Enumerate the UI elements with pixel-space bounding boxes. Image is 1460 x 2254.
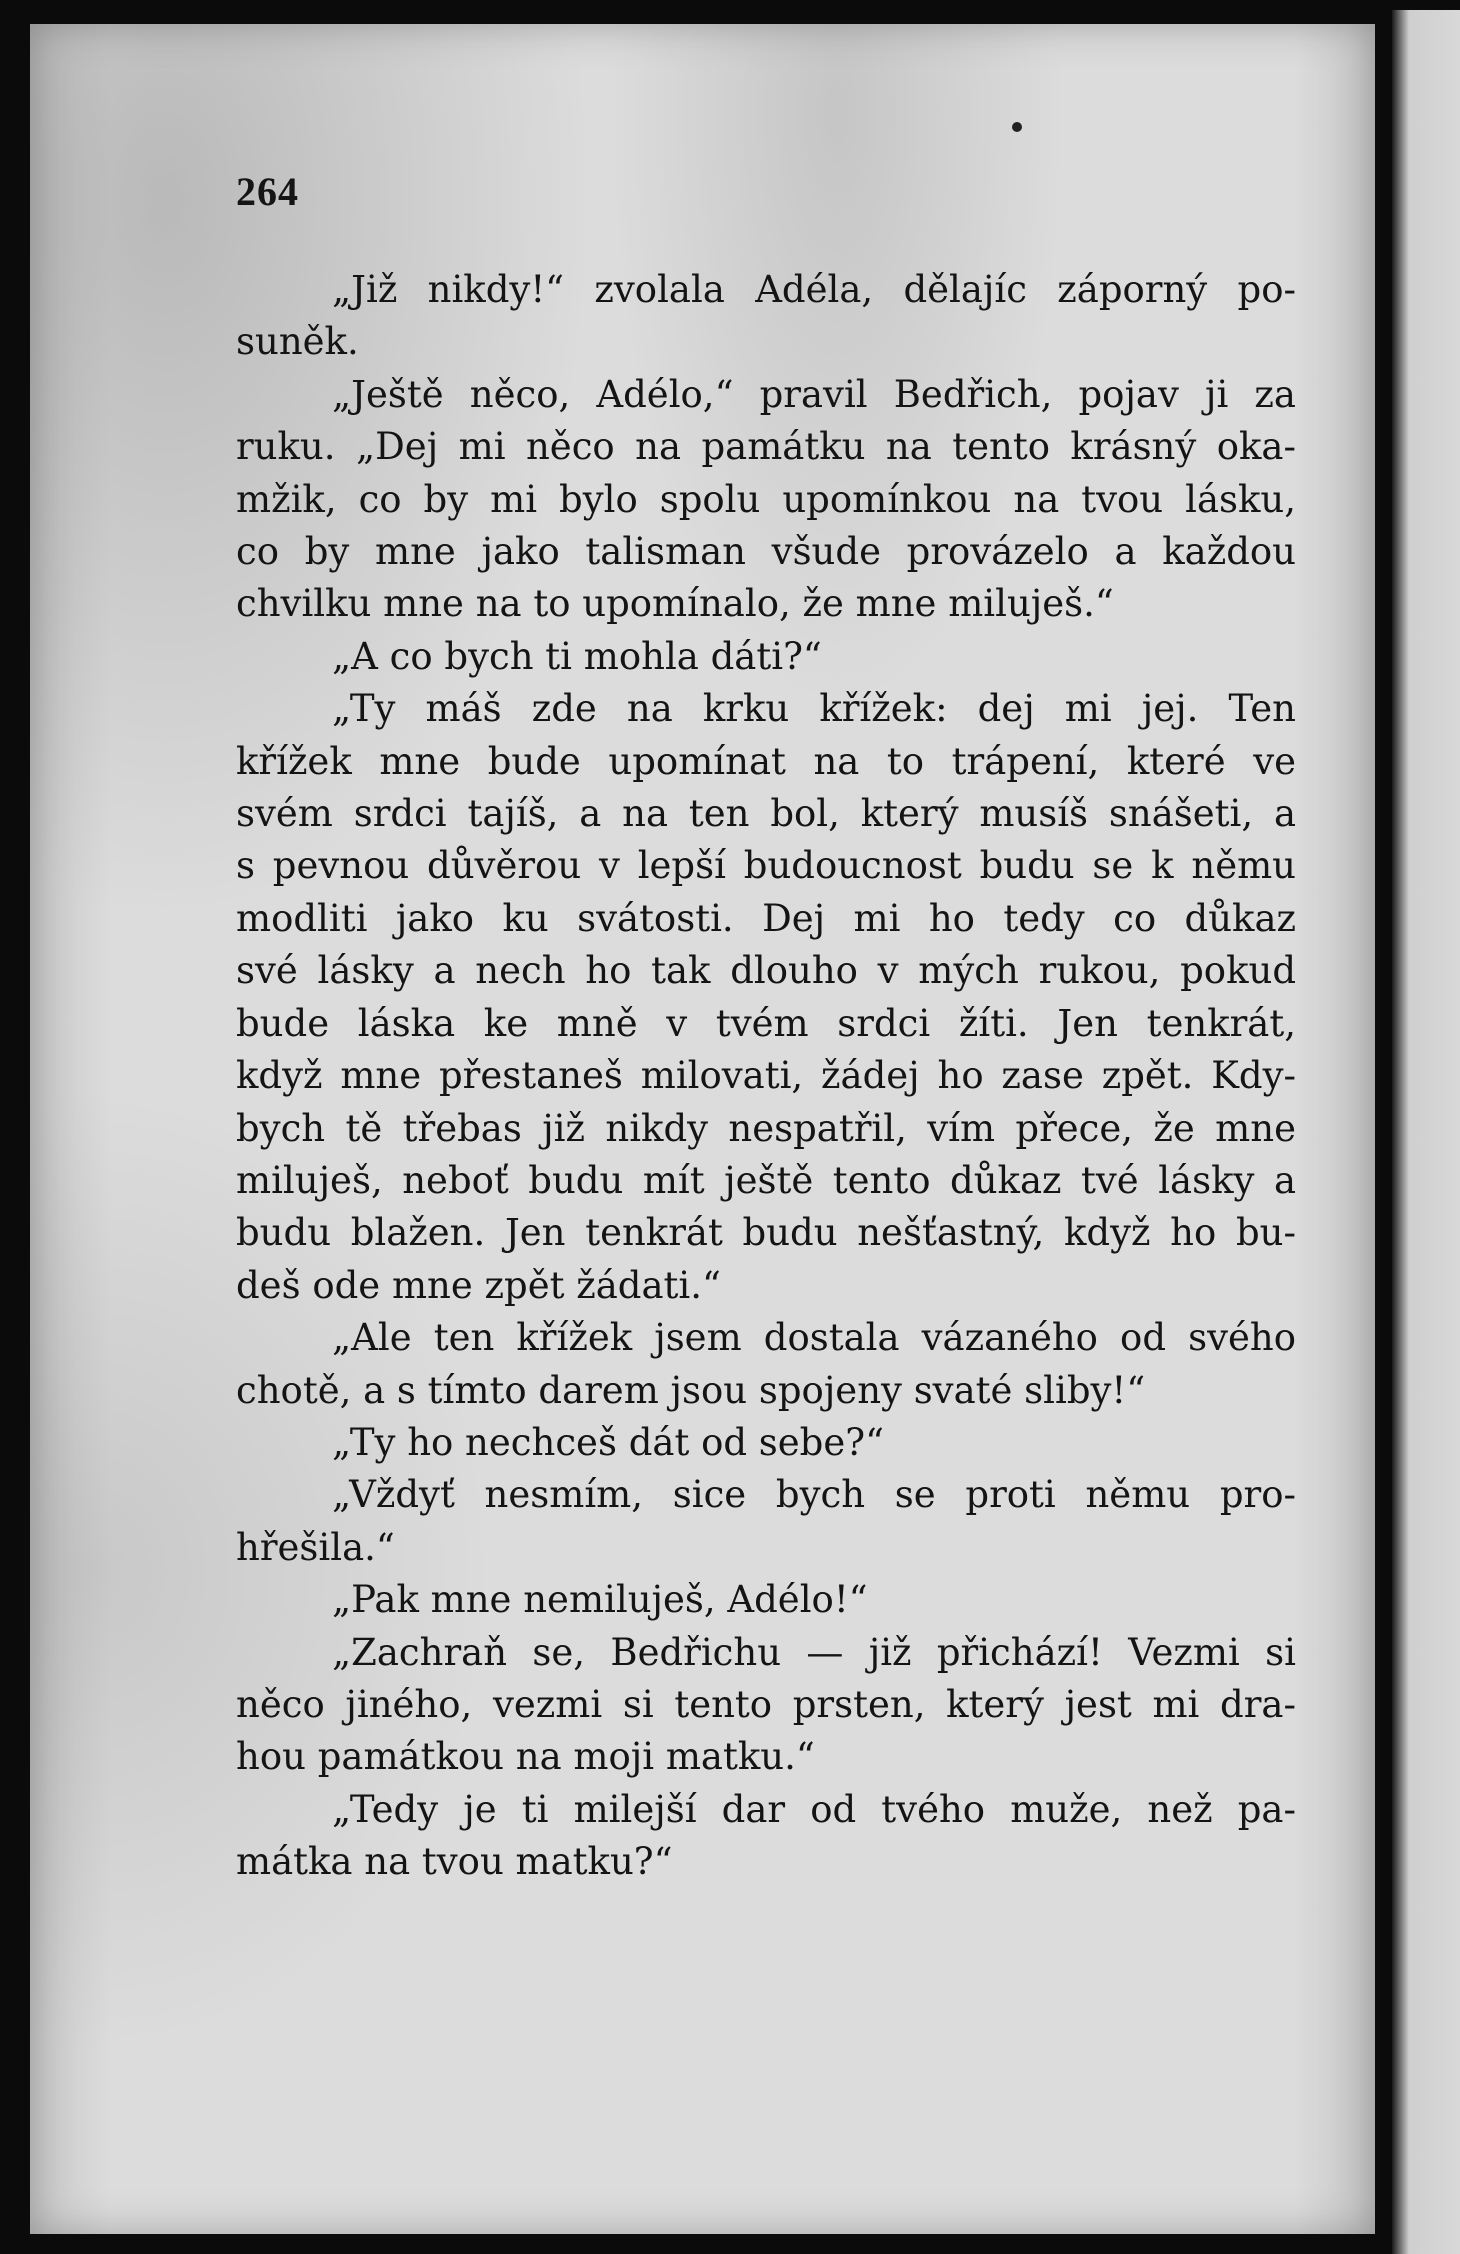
body-text [236,264,1296,1889]
text-line: „Ty máš zde na krku křížek: dej mi jej. Ten [332,687,1296,731]
ink-speck [1012,122,1022,132]
text-line: hřešila.“ [236,1525,395,1569]
text-line: „Tedy je ti milejší dar od tvého muže, než pa- [332,1787,1296,1831]
text-line: „Zachraň se, Bedřichu — již přichází! Vezmi si [332,1630,1296,1674]
text-line: bych tě třebas již nikdy nespatřil, vím přece, že mne [236,1106,1296,1150]
text-line: deš ode mne zpět žádati.“ [236,1263,721,1307]
text-line: mžik, co by mi bylo spolu upomínkou na tvou lásku, [236,477,1296,521]
text-line: hou památkou na moji matku.“ [236,1735,815,1779]
text-line: chotě, a s tímto darem jsou spojeny svaté sliby!“ [236,1368,1146,1412]
text-line: co by mne jako talisman všude provázelo a každou [236,530,1296,574]
text-line: své lásky a nech ho tak dlouho v mých rukou, pokud [236,949,1296,993]
text-line: „Pak mne nemiluješ, Adélo!“ [332,1578,868,1622]
text-line: „A co bych ti mohla dáti?“ [332,634,822,678]
text-line: „Ty ho nechceš dát od sebe?“ [332,1420,885,1464]
adjacent-page-edge [1392,10,1460,2254]
text-line: modliti jako ku svátosti. Dej mi ho tedy co důkaz [236,896,1296,940]
text-line: když mne přestaneš milovati, žádej ho zase zpět. Kdy- [236,1054,1296,1098]
text-line: suněk. [236,320,359,364]
text-line: s pevnou důvěrou v lepší budoucnost budu se k němu [236,844,1296,888]
text-line: budu blažen. Jen tenkrát budu nešťastný, když ho bu- [236,1211,1296,1255]
text-line: svém srdci tajíš, a na ten bol, který musíš snášeti, a [236,792,1296,836]
text-line: křížek mne bude upomínat na to trápení, které ve [236,739,1296,783]
text-line: „Ještě něco, Adélo,“ pravil Bedřich, pojav ji za [332,372,1296,416]
text-line: miluješ, neboť budu mít ještě tento důkaz tvé lásky a [236,1158,1296,1202]
text-line: bude láska ke mně v tvém srdci žíti. Jen tenkrát, [236,1001,1296,1045]
page-number: 264 [236,169,299,214]
text-line: „Již nikdy!“ zvolala Adéla, dělajíc záporný po- [332,268,1296,311]
text-line: ruku. „Dej mi něco na památku na tento krásný oka- [236,425,1296,469]
text-line: „Vždyť nesmím, sice bych se proti němu pro- [332,1473,1296,1517]
text-line: mátka na tvou matku?“ [236,1840,673,1884]
text-line: něco jiného, vezmi si tento prsten, který jest mi dra- [236,1682,1296,1726]
text-line: „Ale ten křížek jsem dostala vázaného od svého [332,1316,1296,1360]
text-line: chvilku mne na to upomínalo, že mne miluješ.“ [236,582,1114,626]
